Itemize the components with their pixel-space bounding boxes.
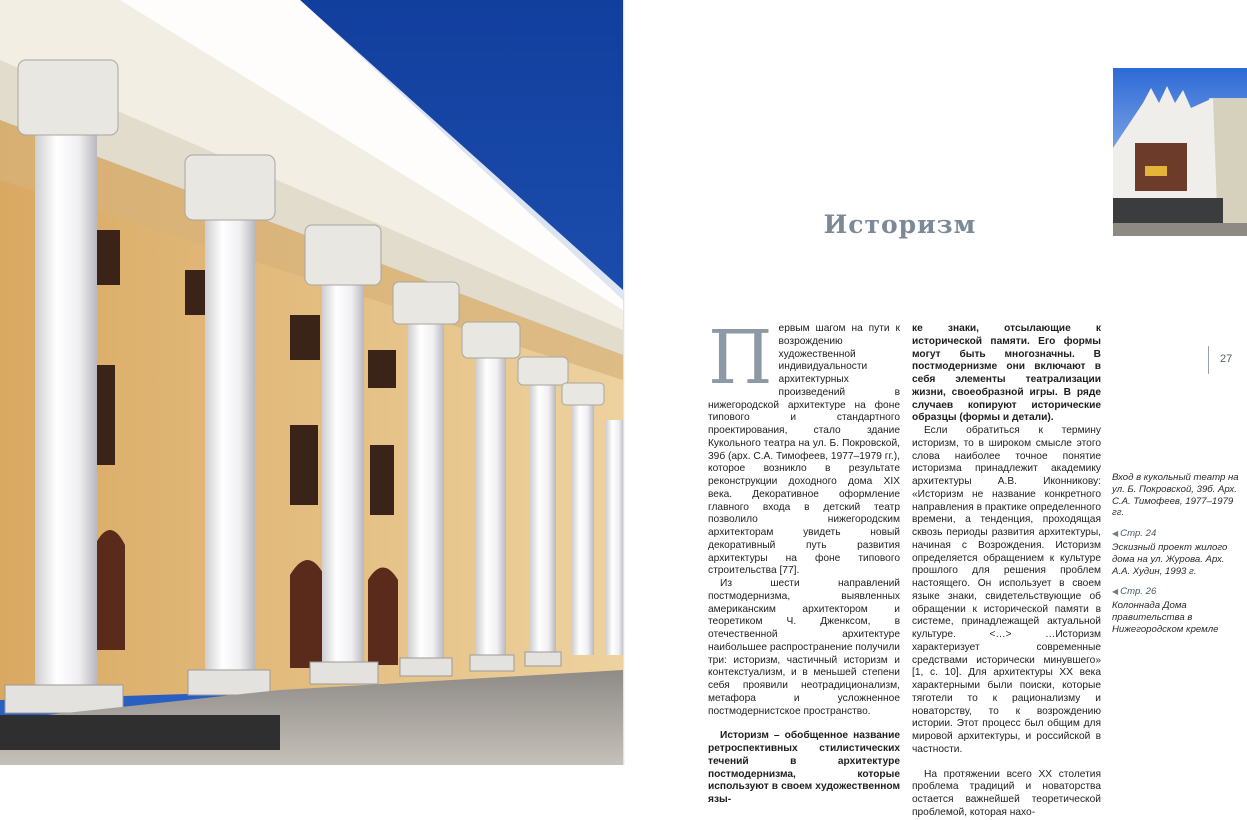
page-number: 27	[1220, 353, 1233, 365]
intro-text: ервым шагом на пути к возрождению художественной индивидуальности архитектурных произведений в нижегородской архитектуре на фоне типового и стандартного проектирования, стало здание Кукольного театра на ул. Б. Покровской, 39б (арх. С.А. Тимофеев, 1977–1979 гг.), которое возникло в результате реконструкции доходного дома XIX века. Декоративное оформление главного входа в детский театр позволило нижегородским архитекторам увидеть новый декоративный путь развития архитектуры на фоне типового строительства [77].	[708, 323, 900, 577]
term-historicism: Историзм	[720, 730, 769, 742]
captions	[1112, 472, 1240, 645]
text-column-2	[912, 323, 1101, 820]
page-number-rule	[1208, 346, 1209, 374]
chapter-title: Историзм	[823, 210, 977, 239]
page-reference-label: Стр. 26	[1120, 586, 1157, 598]
page-gutter	[623, 0, 625, 765]
page-reference	[1112, 586, 1240, 598]
arrow-left-icon: ◀	[1112, 529, 1119, 539]
paragraph: Если обратиться к термину историзм, то в широком смысле этого слова наиболее точное понятие историзма принадлежит академику архитектуры А.В. Иконникову: «Историзм не название конкретного направления в практике определенного времени, а тенденция, проходящая сквозь периоды развития архитектуры, начиная с Возрождения. Историзм определяется обращением к культуре прошлого для решения проблем настоящего. Он использует в своем языке знаки, свидетельствующие об обращении к исторической памяти в системе, принадлежащей актуальной культуре. <…> …Историзм характеризует современные средствами исторически минувшего» [1, с. 10]. Для архитектуры ХХ века характерными были поиски, которые тяготели то к рационализму и новаторству, то к возрождению истории. Этот процесс был общим для мировой архитектуры, и российской в частности.	[912, 425, 1101, 755]
paragraph: Из шести направлений постмодернизма, выявленных американским архитектором и теоретиком Ч. Дженксом, в отечественной архитектуре наибольшее распространение получили три: историзм, частичный историзм и контекстуализм, и в меньшей степени себя проявили неотрадиционализм, метафора и усложненное постмодернистское пространство.	[708, 578, 900, 717]
paragraph: ке знаки, отсылающие к исторической памяти. Его формы могут быть многозначны. В постмодернизме они включают в себя элементы театрализации жизни, своеобразной игры. В ряде случаев копируют исторические образцы (формы и детали).	[912, 323, 1101, 424]
page-reference-label: Стр. 24	[1120, 528, 1157, 540]
paragraph: На протяжении всего ХХ столетия проблема традиций и новаторства остается важнейшей теоретической проблемой, которая нахо-	[912, 768, 1101, 818]
term-definition: – обобщенное название ретроспективных стилистических течений в архитектуре постмодернизма, которые используют в своем художественном язы-	[708, 730, 900, 805]
page-reference	[1112, 528, 1240, 540]
drop-cap: П	[708, 315, 773, 401]
caption-colonnade: Колоннада Дома правительства в Нижегородском кремле	[1112, 600, 1219, 635]
paragraph	[708, 730, 900, 807]
puppet-theatre-photo	[1113, 68, 1247, 236]
caption-puppet-theatre: Вход в кукольный театр на ул. Б. Покровской, 39б. Арх. С.А. Тимофеев, 1977–1979 гг.	[1112, 472, 1239, 519]
colonnade-photo	[0, 0, 623, 765]
intro-paragraph	[708, 315, 900, 578]
caption-residential-project: Эскизный проект жилого дома на ул. Журова. Арх. А.А. Худин, 1993 г.	[1112, 541, 1228, 577]
text-column-1	[708, 315, 900, 807]
arrow-left-icon: ◀	[1112, 587, 1119, 597]
